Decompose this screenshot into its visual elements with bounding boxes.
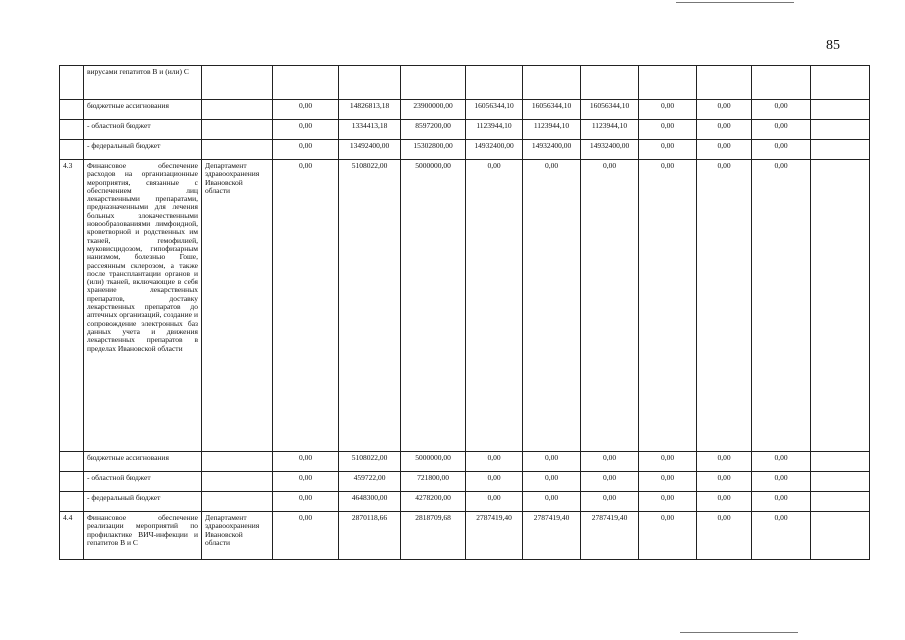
activity-name-cell: Финансовое обеспечение расходов на организационные мероприятия, связанные с обеспечением лиц лекарственными препаратами, предназначенными для лечения больных злокачественными новообразованиями лимфоидной, кроветворной и родственных им тканей, гемофилией, муковисцидозом, гипофизарным нанизмом, болезнью Гоше, рассеянным склерозом, а также после трансплантации органов и (или) тканей, включающие в себя хранение лекарственных препаратов, доставку лекарственных препаратов до аптечных организаций, создание и сопровождение электронных баз данных учета и движения лекарственных препаратов в пределах Ивановской области [84, 160, 202, 452]
value-cell: 0,00 [752, 512, 811, 560]
table-row [60, 492, 870, 512]
activity-name-cell: - федеральный бюджет [84, 492, 202, 512]
value-cell: 5108022,00 [339, 452, 401, 472]
top-rule [676, 2, 794, 3]
value-cell [811, 120, 870, 140]
table-row [60, 66, 870, 100]
table-row [60, 472, 870, 492]
value-cell: 5000000,00 [401, 452, 466, 472]
page-number: 85 [826, 38, 840, 53]
value-cell: 14932400,00 [523, 140, 581, 160]
value-cell: 0,00 [752, 160, 811, 452]
budget-table [59, 65, 870, 560]
value-cell: 0,00 [523, 452, 581, 472]
value-cell [811, 160, 870, 452]
bottom-rule [680, 632, 798, 633]
row-number-cell [60, 452, 84, 472]
activity-name-cell: Финансовое обеспечение реализации мероприятий по профилактике ВИЧ-инфекции и гепатитов В и С [84, 512, 202, 560]
value-cell: 0,00 [639, 512, 697, 560]
department-cell [202, 66, 273, 100]
department-cell: Департамент здравоохранения Ивановской области [202, 512, 273, 560]
value-cell: 0,00 [697, 472, 752, 492]
value-cell [639, 66, 697, 100]
value-cell: 16056344,10 [581, 100, 639, 120]
value-cell [811, 492, 870, 512]
value-cell: 0,00 [697, 140, 752, 160]
department-cell [202, 472, 273, 492]
department-cell [202, 120, 273, 140]
value-cell [811, 66, 870, 100]
activity-name-cell: бюджетные ассигнования [84, 100, 202, 120]
value-cell: 1123944,10 [581, 120, 639, 140]
value-cell: 0,00 [639, 472, 697, 492]
row-number-cell [60, 492, 84, 512]
value-cell: 1123944,10 [466, 120, 523, 140]
value-cell: 2818709,68 [401, 512, 466, 560]
value-cell: 0,00 [523, 492, 581, 512]
value-cell: 0,00 [273, 140, 339, 160]
value-cell: 0,00 [273, 472, 339, 492]
value-cell: 0,00 [581, 160, 639, 452]
value-cell: 0,00 [273, 120, 339, 140]
value-cell: 23900000,00 [401, 100, 466, 120]
value-cell [339, 66, 401, 100]
value-cell: 0,00 [639, 120, 697, 140]
value-cell: 0,00 [273, 100, 339, 120]
table-row [60, 512, 870, 560]
table-body [60, 66, 870, 560]
value-cell [752, 66, 811, 100]
department-cell [202, 452, 273, 472]
department-cell: Департамент здравоохранения Ивановской области [202, 160, 273, 452]
value-cell: 0,00 [639, 452, 697, 472]
department-cell [202, 140, 273, 160]
value-cell: 1123944,10 [523, 120, 581, 140]
value-cell: 0,00 [639, 492, 697, 512]
value-cell: 13492400,00 [339, 140, 401, 160]
row-number-cell [60, 100, 84, 120]
row-number-cell: 4.3 [60, 160, 84, 452]
value-cell: 0,00 [523, 160, 581, 452]
value-cell: 0,00 [752, 452, 811, 472]
department-cell [202, 100, 273, 120]
value-cell: 1334413,18 [339, 120, 401, 140]
value-cell: 2787419,40 [523, 512, 581, 560]
row-number-cell [60, 472, 84, 492]
value-cell [811, 100, 870, 120]
row-number-cell [60, 66, 84, 100]
value-cell: 5000000,00 [401, 160, 466, 452]
value-cell: 0,00 [697, 160, 752, 452]
value-cell: 2787419,40 [581, 512, 639, 560]
value-cell [523, 66, 581, 100]
value-cell: 0,00 [697, 512, 752, 560]
value-cell [811, 472, 870, 492]
value-cell: 0,00 [697, 452, 752, 472]
row-number-cell: 4.4 [60, 512, 84, 560]
value-cell: 8597200,00 [401, 120, 466, 140]
activity-name-cell: - областной бюджет [84, 120, 202, 140]
value-cell: 0,00 [273, 160, 339, 452]
value-cell: 0,00 [639, 100, 697, 120]
value-cell: 459722,00 [339, 472, 401, 492]
value-cell: 5108022,00 [339, 160, 401, 452]
value-cell: 0,00 [752, 100, 811, 120]
value-cell: 0,00 [273, 512, 339, 560]
value-cell: 0,00 [273, 452, 339, 472]
value-cell: 0,00 [273, 492, 339, 512]
table-row [60, 160, 870, 452]
value-cell: 0,00 [581, 472, 639, 492]
table-row [60, 100, 870, 120]
activity-name-cell: вирусами гепатитов В и (или) С [84, 66, 202, 100]
value-cell: 14932400,00 [466, 140, 523, 160]
value-cell [811, 512, 870, 560]
value-cell: 0,00 [581, 492, 639, 512]
value-cell [811, 452, 870, 472]
value-cell: 2787419,40 [466, 512, 523, 560]
department-cell [202, 492, 273, 512]
value-cell: 0,00 [466, 452, 523, 472]
value-cell [401, 66, 466, 100]
value-cell: 0,00 [752, 140, 811, 160]
row-number-cell [60, 120, 84, 140]
value-cell: 4278200,00 [401, 492, 466, 512]
value-cell: 0,00 [639, 160, 697, 452]
value-cell: 0,00 [581, 452, 639, 472]
value-cell: 721800,00 [401, 472, 466, 492]
value-cell: 2870118,66 [339, 512, 401, 560]
value-cell: 14826813,18 [339, 100, 401, 120]
table-row [60, 140, 870, 160]
value-cell: 0,00 [752, 492, 811, 512]
value-cell: 0,00 [697, 120, 752, 140]
value-cell: 16056344,10 [523, 100, 581, 120]
value-cell: 0,00 [466, 160, 523, 452]
value-cell: 0,00 [697, 100, 752, 120]
table-row [60, 452, 870, 472]
value-cell [811, 140, 870, 160]
value-cell: 0,00 [466, 472, 523, 492]
value-cell: 0,00 [466, 492, 523, 512]
row-number-cell [60, 140, 84, 160]
value-cell: 15302800,00 [401, 140, 466, 160]
value-cell [466, 66, 523, 100]
activity-name-cell: - областной бюджет [84, 472, 202, 492]
value-cell: 0,00 [639, 140, 697, 160]
value-cell: 4648300,00 [339, 492, 401, 512]
value-cell: 0,00 [523, 472, 581, 492]
value-cell [697, 66, 752, 100]
value-cell [581, 66, 639, 100]
activity-name-cell: бюджетные ассигнования [84, 452, 202, 472]
value-cell: 0,00 [752, 472, 811, 492]
value-cell: 0,00 [752, 120, 811, 140]
value-cell [273, 66, 339, 100]
value-cell: 16056344,10 [466, 100, 523, 120]
activity-name-cell: - федеральный бюджет [84, 140, 202, 160]
value-cell: 14932400,00 [581, 140, 639, 160]
table-row [60, 120, 870, 140]
value-cell: 0,00 [697, 492, 752, 512]
